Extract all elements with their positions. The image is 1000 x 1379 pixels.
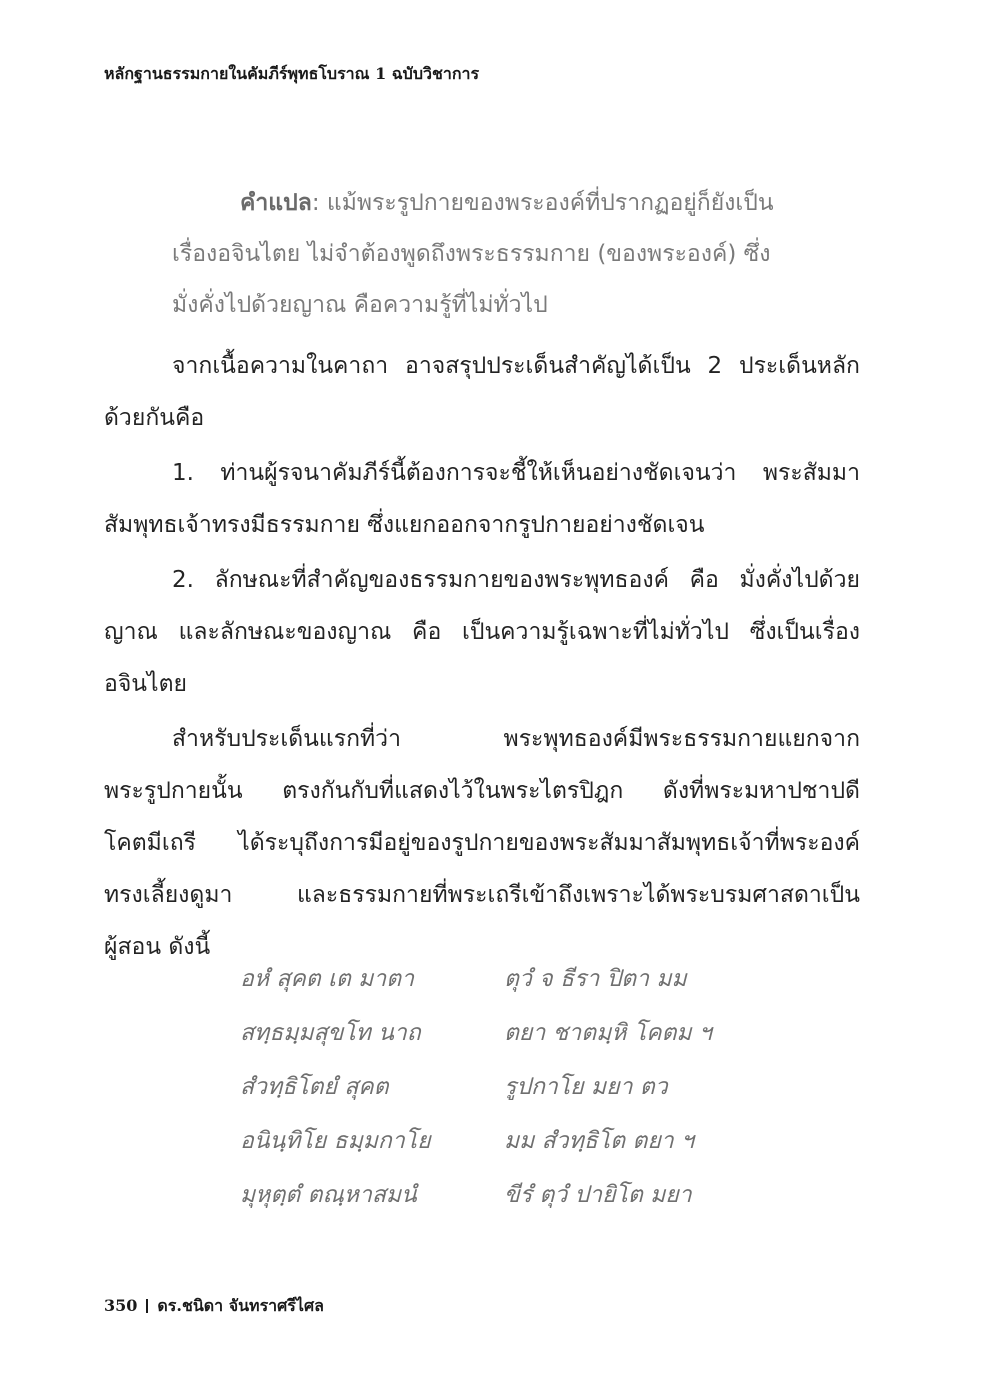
page-footer <box>104 1294 324 1319</box>
body-paragraph <box>104 713 860 973</box>
paragraph-line: ด้วยกันคือ <box>104 405 205 431</box>
translation-block <box>172 178 812 331</box>
translation-line: มั่งคั่งไปด้วยญาณ คือความรู้ที่ไม่ทั่วไป <box>172 292 548 318</box>
verse-left-half: สทฺธมฺมสุขโท นาถ <box>240 1020 421 1046</box>
paragraph-line: สัมพุทธเจ้าทรงมีธรรมกาย ซึ่งแยกออกจากรูปกายอย่างชัดเจน <box>104 512 705 538</box>
verse-left-half: อนินฺทิโย ธมฺมกาโย <box>240 1128 431 1154</box>
verse-row <box>240 1168 780 1222</box>
translation-line: เรื่องอจินไตย ไม่จำต้องพูดถึงพระธรรมกาย (ของพระองค์) ซึ่ง <box>172 241 771 267</box>
translation-text: : แม้พระรูปกายของพระองค์ที่ปรากฏอยู่ก็ยังเป็น <box>311 190 774 216</box>
verse-left-half: สํวทฺธิโตยํ สุคต <box>240 1074 389 1100</box>
verse-right-half: ตยา ชาตมฺหิ โคตม ฯ <box>504 1020 712 1046</box>
paragraph-line: จากเนื้อความในคาถา อาจสรุปประเด็นสำคัญได้เป็น 2 ประเด็นหลัก <box>172 353 860 379</box>
translation-line <box>172 178 812 229</box>
paragraph-line: ญาณ และลักษณะของญาณ คือ เป็นความรู้เฉพาะที่ไม่ทั่วไป ซึ่งเป็นเรื่อง <box>104 619 860 645</box>
verse-row <box>240 1006 780 1060</box>
paragraph-line: ทรงเลี้ยงดูมา และธรรมกายที่พระเถรีเข้าถึงเพราะได้พระบรมศาสดาเป็น <box>104 882 860 908</box>
translation-label: คำแปล <box>240 190 312 216</box>
verse-row <box>240 952 780 1006</box>
verse-right-half: รูปกาโย มยา ตว <box>504 1074 668 1100</box>
running-header-title: หลักฐานธรรมกายในคัมภีร์พุทธโบราณ 1 ฉบับวิชาการ <box>104 64 480 83</box>
verse-right-half: ขีรํ ตุวํ ปายิโต มยา <box>504 1182 692 1208</box>
footer-separator <box>146 1299 148 1313</box>
verse-right-half: ตุวํ จ ธีรา ปิตา มม <box>504 966 687 992</box>
paragraph-line: อจินไตย <box>104 671 187 697</box>
body-paragraph <box>104 340 860 444</box>
paragraph-line: ผู้สอน ดังนี้ <box>104 934 211 960</box>
paragraph-line: พระรูปกายนั้น ตรงกันกับที่แสดงไว้ในพระไตรปิฎก ดังที่พระมหาปชาปดี <box>104 778 860 804</box>
pali-verse-block <box>240 952 780 1222</box>
verse-left-half: มุหุตฺตํ ตณฺหาสมนํ <box>240 1182 417 1208</box>
verse-row <box>240 1060 780 1114</box>
verse-row <box>240 1114 780 1168</box>
paragraph-line: 2. ลักษณะที่สำคัญของธรรมกายของพระพุทธองค์ คือ มั่งคั่งไปด้วย <box>172 567 860 593</box>
paragraph-line: สำหรับประเด็นแรกที่ว่า พระพุทธองค์มีพระธรรมกายแยกจาก <box>172 726 860 752</box>
verse-right-half: มม สํวทฺธิโต ตยา ฯ <box>504 1128 694 1154</box>
body-paragraph <box>104 554 860 710</box>
body-paragraph <box>104 447 860 551</box>
paragraph-line: 1. ท่านผู้รจนาคัมภีร์นี้ต้องการจะชี้ให้เห็นอย่างชัดเจนว่า พระสัมมา <box>172 460 860 486</box>
verse-left-half: อหํ สุคต เต มาตา <box>240 966 414 992</box>
author-name: ดร.ชนิดา จันทราศรีไศล <box>157 1296 324 1315</box>
page-number: 350 <box>104 1296 138 1315</box>
paragraph-line: โคตมีเถรี ได้ระบุถึงการมีอยู่ของรูปกายของพระสัมมาสัมพุทธเจ้าที่พระองค์ <box>104 830 860 856</box>
